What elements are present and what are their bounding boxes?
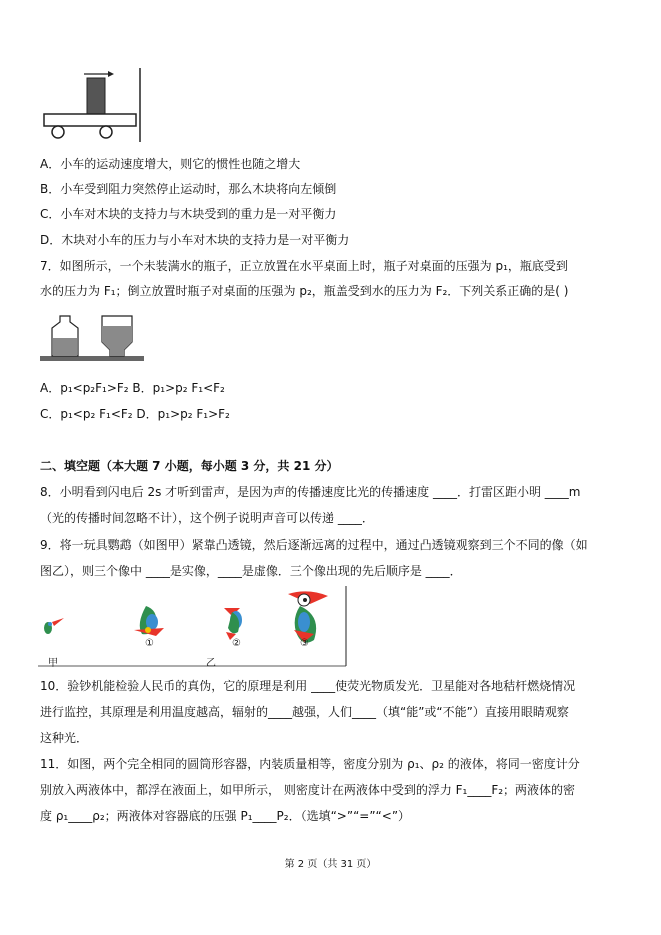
figure-label-yi: 乙: [206, 658, 216, 669]
q6-option-c: C．小车对木块的支持力与木块受到的重力是一对平衡力: [40, 207, 337, 221]
parrot-jia-icon: [44, 618, 64, 634]
parrot-images-figure: [38, 586, 350, 668]
q10-line3: 这种光．: [40, 731, 89, 745]
q10-line2: 进行监控，其原理是利用温度越高，辐射的____越强，人们____（填“能”或“不能”）直接用眼睛观察: [40, 705, 569, 719]
q11-line3: 度 ρ₁____ρ₂；两液体对容器底的压强 P₁____P₂．（选填“>”“=”“<”）: [40, 809, 411, 823]
figure-label-3: ③: [300, 638, 309, 649]
figure-label-1: ①: [145, 638, 154, 649]
bottles-figure: [40, 312, 144, 370]
section-heading-fill-blank: 二、填空题（本大题 7 小题，每小题 3 分，共 21 分）: [40, 459, 339, 473]
parrot-image-1-icon: [134, 606, 164, 636]
parrot-image-2-icon: [224, 608, 242, 640]
q8-line2: （光的传播时间忽略不计），这个例子说明声音可以传递 ____．: [40, 511, 374, 525]
figure-label-2: ②: [232, 638, 241, 649]
q7-options-ab: A．p₁<p₂F₁>F₂ B．p₁>p₂ F₁<F₂: [40, 381, 225, 395]
q6-option-b: B．小车受到阻力突然停止运动时，那么木块将向左倾倒: [40, 182, 337, 196]
q8-line1: 8．小明看到闪电后 2s 才听到雷声，是因为声的传播速度比光的传播速度 ____．打雷区距小明 ____m: [40, 485, 581, 499]
q6-option-a: A．小车的运动速度增大，则它的惯性也随之增大: [40, 157, 301, 171]
q7-stem-line2: 水的压力为 F₁；倒立放置时瓶子对桌面的压强为 p₂，瓶盖受到水的压力为 F₂．下列关系正确的是( ): [40, 284, 569, 298]
q9-line1: 9．将一玩具鹦鹉（如图甲）紧靠凸透镜，然后逐渐远离的过程中，通过凸透镜观察到三个不同的像（如: [40, 538, 588, 552]
q7-options-cd: C．p₁<p₂ F₁<F₂ D．p₁>p₂ F₁>F₂: [40, 407, 230, 421]
q7-stem-line1: 7．如图所示，一个未装满水的瓶子，正立放置在水平桌面上时，瓶子对桌面的压强为 p₁，瓶底受到: [40, 259, 568, 273]
q11-line2: 别放入两液体中，都浮在液面上，如甲所示， 则密度计在两液体中受到的浮力 F₁____F₂；两液体的密: [40, 783, 576, 797]
figure-label-jia: 甲: [48, 658, 58, 669]
q10-line1: 10．验钞机能检验人民币的真伪，它的原理是利用 ____使荧光物质发光．卫星能对各地秸杆燃烧情况: [40, 679, 576, 693]
page-footer: 第 2 页（共 31 页）: [284, 859, 377, 870]
q11-line1: 11．如图，两个完全相同的圆筒形容器，内装质量相等，密度分别为 ρ₁、ρ₂ 的液体，将同一密度计分: [40, 757, 580, 771]
cart-block-figure: [40, 66, 150, 146]
q9-line2: 图乙），则三个像中 ____是实像，____是虚像．三个像出现的先后顺序是 ____．: [40, 564, 462, 578]
parrot-image-3-icon: [288, 591, 328, 642]
q6-option-d: D．木块对小车的压力与小车对木块的支持力是一对平衡力: [40, 233, 350, 247]
